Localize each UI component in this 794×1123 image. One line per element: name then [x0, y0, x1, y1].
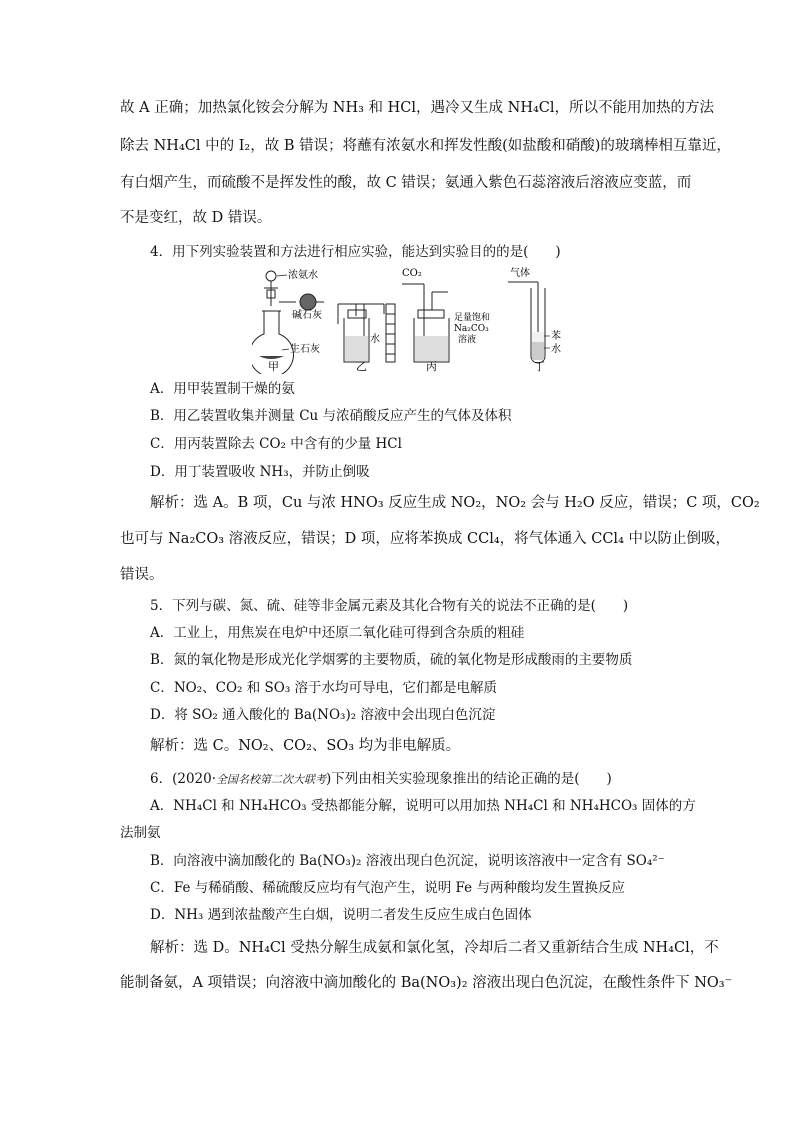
label-conc-ammonia: 浓氨水 [288, 270, 318, 281]
label-sat-3: 溶液 [458, 335, 477, 345]
apparatus-jia [252, 271, 324, 374]
label-soda-lime: 碱石灰 [292, 310, 322, 321]
text-line: 故 A 正确；加热氯化铵会分解为 NH₃ 和 HCl，遇冷又生成 NH₄Cl，所以不能用加热的方法 [120, 100, 715, 116]
q4-option-c: C．用丙装置除去 CO₂ 中含有的少量 HCl [150, 436, 402, 452]
label-co2: CO₂ [402, 268, 422, 279]
q6-option-b: B．向溶液中滴加酸化的 Ba(NO₃)₂ 溶液出现白色沉淀，说明该溶液中一定含有 SO₄²⁻ [150, 853, 665, 869]
label-bing: 丙 [426, 360, 437, 373]
q6-analysis-line: 解析：选 D。NH₄Cl 受热分解生成氨和氯化氢，冷却后二者又重新结合生成 NH₄Cl，不 [150, 940, 719, 956]
q4-analysis-line: 解析：选 A。B 项，Cu 与浓 HNO₃ 反应生成 NO₂，NO₂ 会与 H₂O 反应，错误；C 项，CO₂ [150, 495, 760, 511]
text-line: 有白烟产生，而硫酸不是挥发性的酸，故 C 错误；氨通入紫色石蕊溶液后溶液应变蓝，而 [120, 175, 692, 191]
label-jia: 甲 [268, 360, 279, 373]
q5-option-a: A．工业上，用焦炭在电炉中还原二氧化硅可得到含杂质的粗硅 [150, 625, 525, 641]
text-line: 除去 NH₄Cl 中的 I₂，故 B 错误；将蘸有浓氨水和挥发性酸(如盐酸和硝酸)的玻璃棒相互靠近， [120, 138, 731, 154]
q4-option-a: A．用甲装置制干燥的氨 [150, 381, 295, 397]
q6-option-a-cont: 法制氨 [120, 825, 161, 841]
label-water: 水 [370, 334, 380, 345]
q6-option-d: D．NH₃ 遇到浓盐酸产生白烟，说明二者发生反应生成白色固体 [150, 907, 532, 923]
label-sat-2: Na₂CO₃ [454, 324, 489, 334]
q5-option-b: B．氮的氧化物是形成光化学烟雾的主要物质，硫的氧化物是形成酸雨的主要物质 [150, 652, 633, 668]
q6-option-a: A．NH₄Cl 和 NH₄HCO₃ 受热都能分解，说明可以用加热 NH₄Cl 和 NH₄HCO₃ 固体的方 [150, 798, 696, 814]
label-benzene: 苯 [551, 331, 561, 342]
q6-option-c: C．Fe 与稀硝酸、稀硫酸反应均有气泡产生，说明 Fe 与两种酸均发生置换反应 [150, 880, 625, 896]
question-6-stem [150, 769, 612, 790]
q5-analysis: 解析：选 C。NO₂、CO₂、SO₃ 均为非电解质。 [150, 738, 461, 754]
q6-analysis-line: 能制备氨，A 项错误；向溶液中滴加酸化的 Ba(NO₃)₂ 溶液出现白色沉淀，在酸性条件下 NO₃⁻ [120, 975, 733, 991]
label-quicklime: 生石灰 [290, 344, 320, 355]
label-gas: 气体 [510, 268, 530, 279]
q6-stem-suffix: )下列由相关实验现象推出的结论正确的是( ) [326, 771, 612, 787]
text-line: 不是变红，故 D 错误。 [120, 210, 272, 226]
q4-option-b: B．用乙装置收集并测量 Cu 与浓硝酸反应产生的气体及体积 [150, 408, 512, 424]
label-yi: 乙 [356, 360, 367, 373]
q6-stem-prefix: 6．(2020· [150, 771, 217, 787]
label-water-2: 水 [551, 344, 561, 355]
apparatus-figure [252, 264, 592, 374]
label-ding: 丁 [534, 360, 545, 373]
q4-option-d: D．用丁装置吸收 NH₃，并防止倒吸 [150, 464, 370, 480]
label-sat-1: 足量饱和 [454, 313, 491, 323]
q5-option-c: C．NO₂、CO₂ 和 SO₃ 溶于水均可导电，它们都是电解质 [150, 680, 498, 696]
q5-option-d: D．将 SO₂ 通入酸化的 Ba(NO₃)₂ 溶液中会出现白色沉淀 [150, 707, 496, 723]
question-5-stem: 5．下列与碳、氮、硫、硅等非金属元素及其化合物有关的说法不正确的是( ) [150, 598, 629, 614]
question-4-stem: 4．用下列实验装置和方法进行相应实验，能达到实验目的的是( ) [150, 244, 561, 260]
q6-source: 全国名校第二次大联考 [216, 773, 327, 786]
q4-analysis-line: 错误。 [120, 567, 164, 583]
q4-analysis-line: 也可与 Na₂CO₃ 溶液反应，错误；D 项，应将苯换成 CCl₄，将气体通入 CCl₄ 中以防止倒吸， [120, 531, 730, 547]
